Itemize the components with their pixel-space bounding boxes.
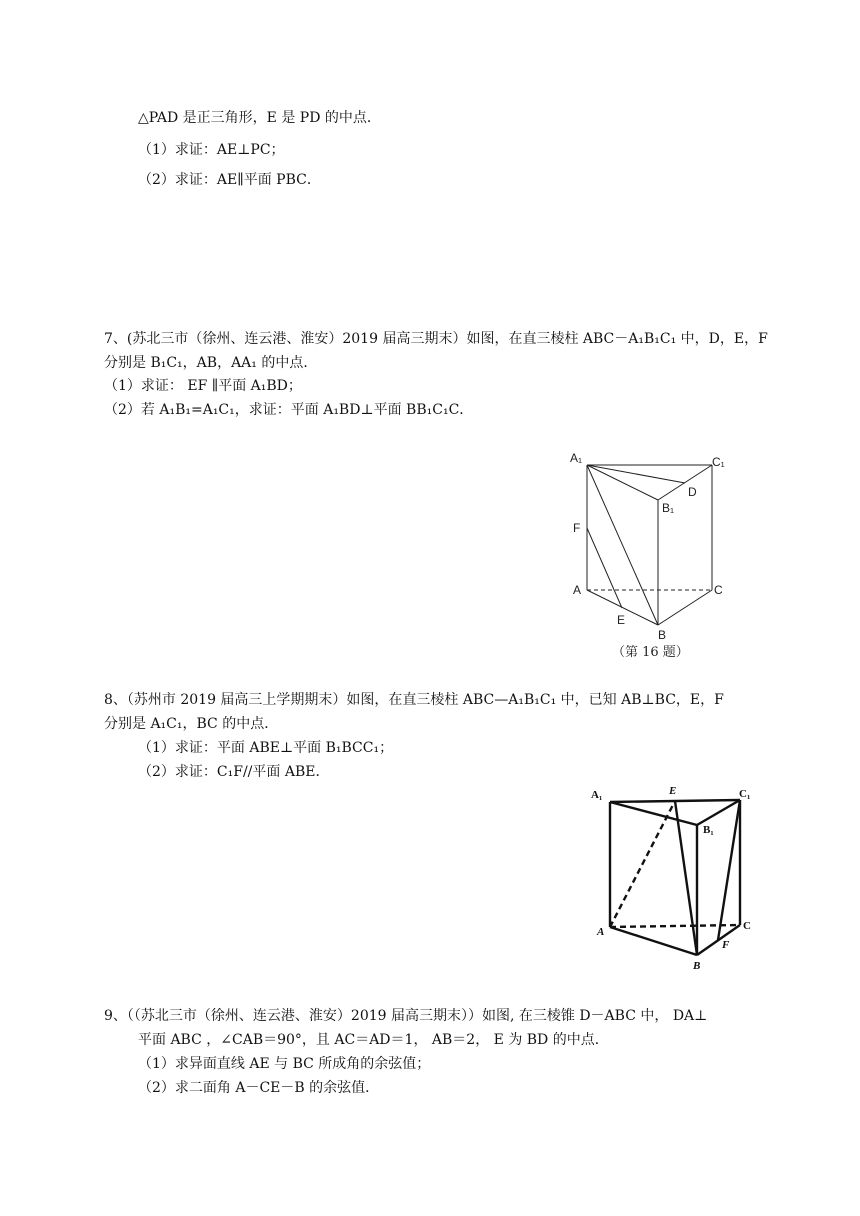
label-c: C: [714, 583, 723, 597]
label-b: B: [693, 960, 701, 972]
label-e: E: [669, 785, 677, 797]
label-c: C: [743, 920, 751, 932]
problem7-statement: 分别是 B₁C₁，AB，AA₁ 的中点．: [104, 355, 318, 371]
label-e: E: [617, 613, 626, 627]
problem7-figure: [560, 440, 760, 665]
label-f: F: [573, 521, 581, 535]
label-a1: A₁: [591, 789, 603, 801]
problem8-question-2: （2）求证：C₁F//平面 ABE．: [138, 764, 330, 780]
problem9-statement: 平面 ABC ，∠CAB＝90°，且 AC＝AD＝1， AB＝2， E 为 BD 的中点．: [138, 1032, 609, 1048]
problem7-heading: 7、(苏北三市（徐州、连云港、淮安）2019 届高三期末）如图，在直三棱柱 ABC－A₁B₁C₁ 中，D，E，F: [104, 331, 768, 347]
label-a: A: [573, 583, 582, 597]
problem6-statement: △PAD 是正三角形，E 是 PD 的中点．: [138, 110, 381, 126]
problem8-question-1: （1）求证：平面 ABE⊥平面 B₁BCC₁；: [138, 740, 394, 756]
label-b1: B₁: [662, 501, 675, 515]
figure-caption: （第 16 题）: [612, 645, 689, 660]
problem9-question-1: （1）求异面直线 AE 与 BC 所成角的余弦值；: [138, 1056, 431, 1072]
label-a: A: [597, 926, 605, 938]
label-d: D: [688, 485, 697, 499]
label-a1: A₁: [570, 451, 583, 465]
problem6-question-2: （2）求证：AE∥平面 PBC．: [138, 172, 321, 188]
problem8-figure: [585, 780, 765, 975]
label-c1: C₁: [712, 455, 725, 469]
problem8-heading: 8、（苏州市 2019 届高三上学期期末）如图，在直三棱柱 ABC—A₁B₁C₁ 中，已知 AB⊥BC，E，F: [104, 692, 724, 708]
label-c1: C₁: [739, 788, 751, 800]
label-b: B: [658, 628, 667, 642]
problem8-statement: 分别是 A₁C₁，BC 的中点．: [104, 716, 279, 732]
label-b1: B₁: [703, 824, 714, 836]
problem9-heading: 9、（（苏北三市（徐州、连云港、淮安）2019 届高三期末））如图, 在三棱锥 D－ABC 中， DA⊥: [104, 1008, 708, 1024]
problem7-question-1: （1）求证： EF ∥平面 A₁BD；: [104, 378, 302, 394]
problem6-question-1: （1）求证：AE⊥PC；: [138, 142, 285, 158]
problem9-question-2: （2）求二面角 A－CE－B 的余弦值．: [138, 1080, 380, 1096]
problem7-question-2: （2）若 A₁B₁=A₁C₁，求证：平面 A₁BD⊥平面 BB₁C₁C．: [104, 402, 474, 418]
label-f: F: [722, 939, 730, 951]
